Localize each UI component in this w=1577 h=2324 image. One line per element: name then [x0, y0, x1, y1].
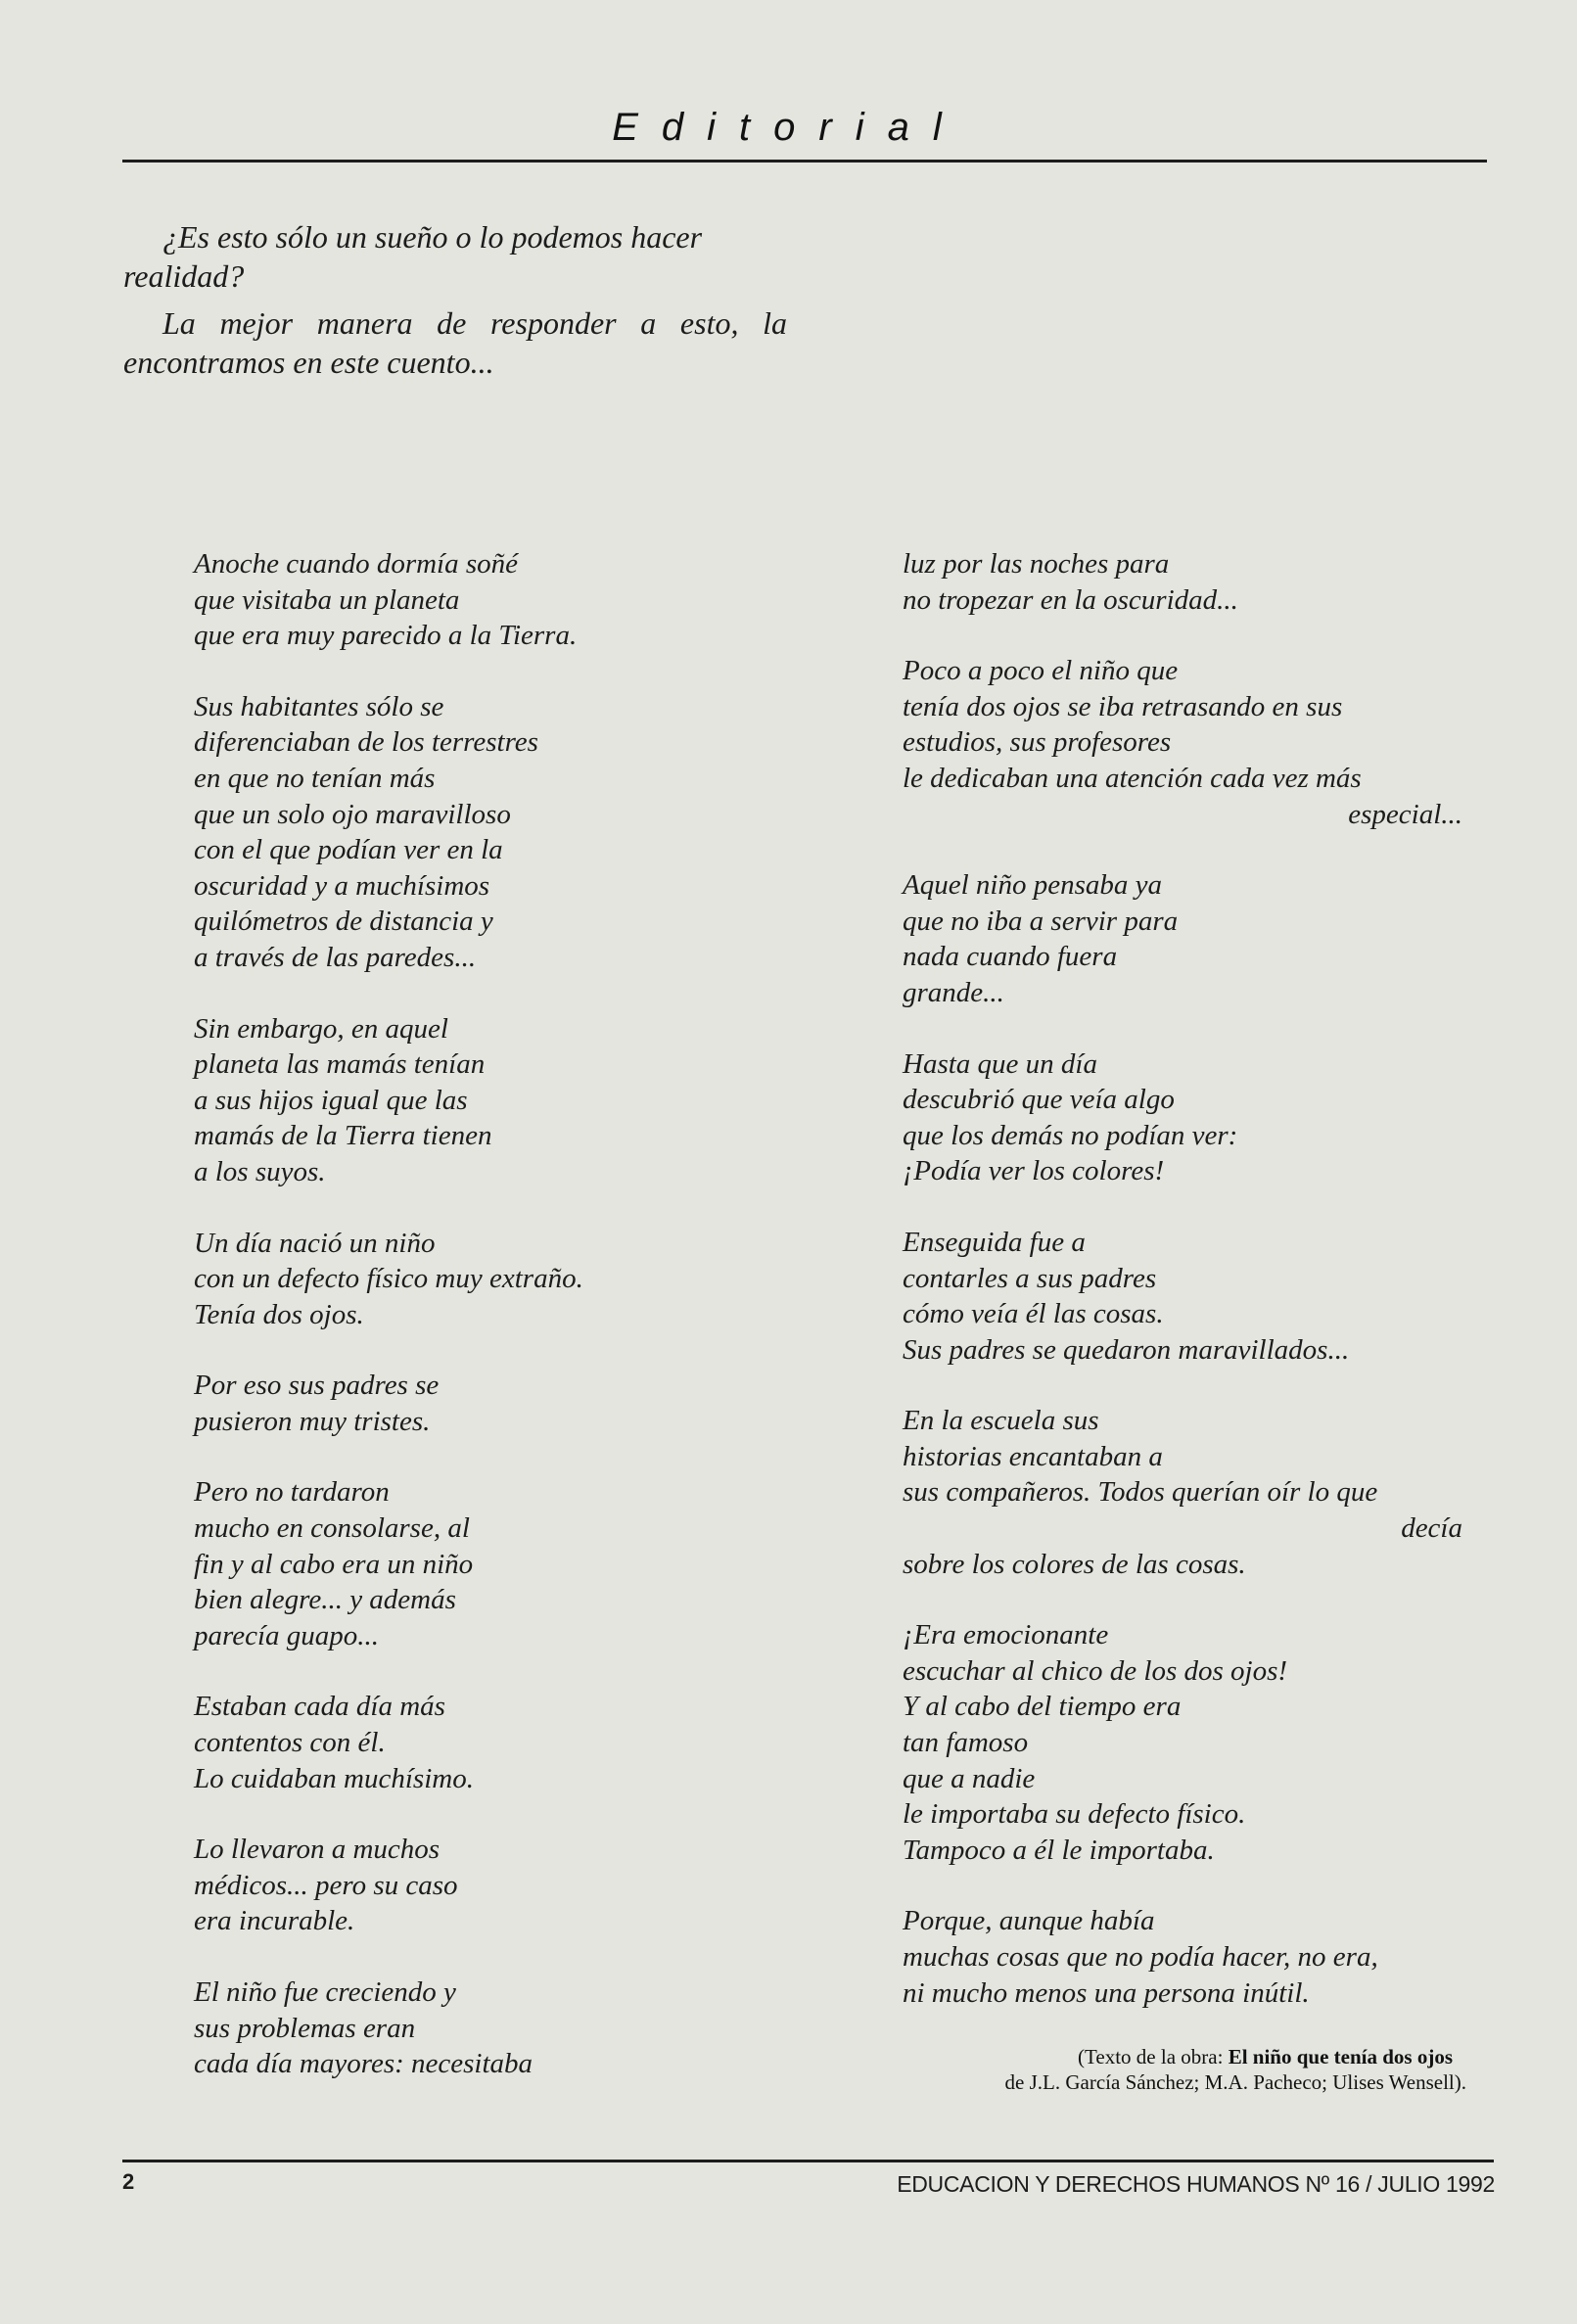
poem-line: Porque, aunque había — [903, 1905, 1155, 1937]
poem-line: Tenía dos ojos. — [194, 1298, 364, 1330]
credit-prefix: (Texto de la obra: — [1078, 2045, 1229, 2068]
poem-line: le dedicaban una atención cada vez más — [903, 762, 1362, 794]
poem-line: grande... — [903, 976, 1004, 1008]
poem-stanza — [194, 546, 742, 654]
poem-line: Por eso sus padres se — [194, 1370, 440, 1402]
poem-line: Enseguida fue a — [903, 1226, 1086, 1258]
header-rule — [122, 160, 1487, 163]
poem-line: Lo llevaron a muchos — [194, 1834, 441, 1866]
credit-book-title: El niño que tenía dos ojos — [1228, 2045, 1453, 2068]
poem-line: fin y al cabo era un niño — [194, 1548, 474, 1580]
poem-stanza — [194, 1368, 742, 1439]
poem-line: Hasta que un día — [903, 1047, 1097, 1080]
source-credit — [881, 2044, 1466, 2095]
poem-line: descubrió que veía algo — [903, 1084, 1175, 1116]
poem-stanza — [194, 1975, 742, 2082]
poem-line: Aquel niño pensaba ya — [903, 869, 1162, 902]
poem-stanza — [194, 1689, 742, 1796]
footer-rule — [122, 2160, 1494, 2162]
publication-info: EDUCACION Y DERECHOS HUMANOS Nº 16 / JULIO 1992 — [897, 2171, 1495, 2197]
poem-line: Poco a poco el niño que — [903, 655, 1179, 687]
poem-line: tan famoso — [903, 1727, 1029, 1759]
poem-line: decía — [1401, 1512, 1462, 1545]
poem-line: que visitaba un planeta — [194, 583, 460, 616]
poem-line: que no iba a servir para — [903, 905, 1179, 937]
page-number: 2 — [122, 2169, 135, 2194]
poem-line: en que no tenían más — [194, 762, 436, 794]
poem-line: cada día mayores: necesitaba — [194, 2048, 533, 2080]
poem-line: nada cuando fuera — [903, 941, 1118, 973]
poem-line: escuchar al chico de los dos ojos! — [903, 1654, 1288, 1687]
poem-line: mucho en consolarse, al — [194, 1512, 470, 1545]
poem-line: tenía dos ojos se iba retrasando en sus — [903, 690, 1343, 722]
poem-stanza — [903, 1903, 1462, 2011]
poem-line: El niño fue creciendo y — [194, 1976, 456, 2008]
poem-line: a los suyos. — [194, 1155, 326, 1187]
story-right-column — [903, 546, 1462, 2046]
poem-line: Y al cabo del tiempo era — [903, 1691, 1182, 1723]
poem-line: Tampoco a él le importaba. — [903, 1834, 1215, 1866]
editorial-intro — [123, 217, 787, 390]
poem-stanza — [194, 1832, 742, 1939]
poem-line: cómo veía él las cosas. — [903, 1298, 1164, 1330]
credit-line-1 — [881, 2044, 1466, 2069]
poem-line: ¡Era emocionante — [903, 1619, 1109, 1651]
poem-stanza — [903, 867, 1462, 1010]
poem-line: era incurable. — [194, 1905, 355, 1937]
poem-stanza — [194, 1226, 742, 1333]
poem-line: con un defecto físico muy extraño. — [194, 1263, 583, 1295]
poem-line: diferenciaban de los terrestres — [194, 726, 538, 759]
intro-answer: La mejor manera de responder a esto, la encontramos en este cuento... — [123, 305, 787, 380]
poem-stanza — [903, 546, 1462, 618]
poem-line: planeta las mamás tenían — [194, 1048, 486, 1081]
poem-line: Anoche cuando dormía soñé — [194, 548, 519, 580]
poem-stanza — [903, 1617, 1462, 1868]
poem-stanza — [194, 1011, 742, 1190]
poem-line: sus compañeros. Todos querían oír lo que — [903, 1476, 1378, 1509]
poem-line: Lo cuidaban muchísimo. — [194, 1762, 474, 1794]
poem-stanza — [903, 1403, 1462, 1582]
poem-stanza — [194, 689, 742, 976]
poem-line: a sus hijos igual que las — [194, 1084, 468, 1116]
poem-line: a través de las paredes... — [194, 941, 477, 973]
poem-line: mamás de la Tierra tienen — [194, 1120, 492, 1152]
poem-line: Sus padres se quedaron maravillados... — [903, 1333, 1350, 1366]
poem-line: que un solo ojo maravilloso — [194, 798, 511, 830]
poem-line: contarles a sus padres — [903, 1262, 1157, 1294]
poem-line: ni mucho menos una persona inútil. — [903, 1976, 1310, 2009]
poem-line: Sus habitantes sólo se — [194, 690, 444, 722]
poem-stanza — [903, 1225, 1462, 1368]
poem-line: parecía guapo... — [194, 1619, 380, 1651]
poem-line: quilómetros de distancia y — [194, 906, 493, 938]
poem-line: historias encantaban a — [903, 1440, 1163, 1472]
poem-stanza — [903, 653, 1462, 832]
poem-line: Sin embargo, en aquel — [194, 1012, 448, 1045]
poem-line: En la escuela sus — [903, 1405, 1099, 1437]
story-left-column — [194, 546, 742, 2117]
poem-line: no tropezar en la oscuridad... — [903, 583, 1238, 616]
poem-line: contentos con él. — [194, 1727, 386, 1759]
poem-line: médicos... pero su caso — [194, 1869, 458, 1901]
poem-line: sus problemas eran — [194, 2012, 416, 2044]
poem-line: Pero no tardaron — [194, 1476, 390, 1509]
intro-question: ¿Es esto sólo un sueño o lo podemos hacer realidad? — [123, 219, 703, 294]
section-title: Editorial — [612, 106, 965, 149]
poem-line: muchas cosas que no podía hacer, no era, — [903, 1941, 1378, 1973]
poem-line: le importaba su defecto físico. — [903, 1798, 1246, 1831]
poem-line: luz por las noches para — [903, 548, 1170, 580]
credit-line-2: de J.L. García Sánchez; M.A. Pacheco; Ulises Wensell). — [1004, 2070, 1466, 2094]
poem-stanza — [194, 1474, 742, 1653]
poem-line: que era muy parecido a la Tierra. — [194, 620, 578, 652]
poem-line: bien alegre... y además — [194, 1584, 456, 1616]
poem-line: oscuridad y a muchísimos — [194, 869, 490, 902]
poem-line: sobre los colores de las cosas. — [903, 1548, 1246, 1580]
poem-line: que a nadie — [903, 1762, 1036, 1794]
poem-stanza — [903, 1046, 1462, 1189]
poem-line: especial... — [1348, 798, 1462, 830]
poem-line: que los demás no podían ver: — [903, 1119, 1238, 1151]
poem-line: con el que podían ver en la — [194, 834, 503, 866]
poem-line: pusieron muy tristes. — [194, 1405, 431, 1437]
poem-line: estudios, sus profesores — [903, 726, 1172, 759]
poem-line: Un día nació un niño — [194, 1227, 436, 1259]
poem-line: ¡Podía ver los colores! — [903, 1155, 1165, 1187]
poem-line: Estaban cada día más — [194, 1691, 445, 1723]
